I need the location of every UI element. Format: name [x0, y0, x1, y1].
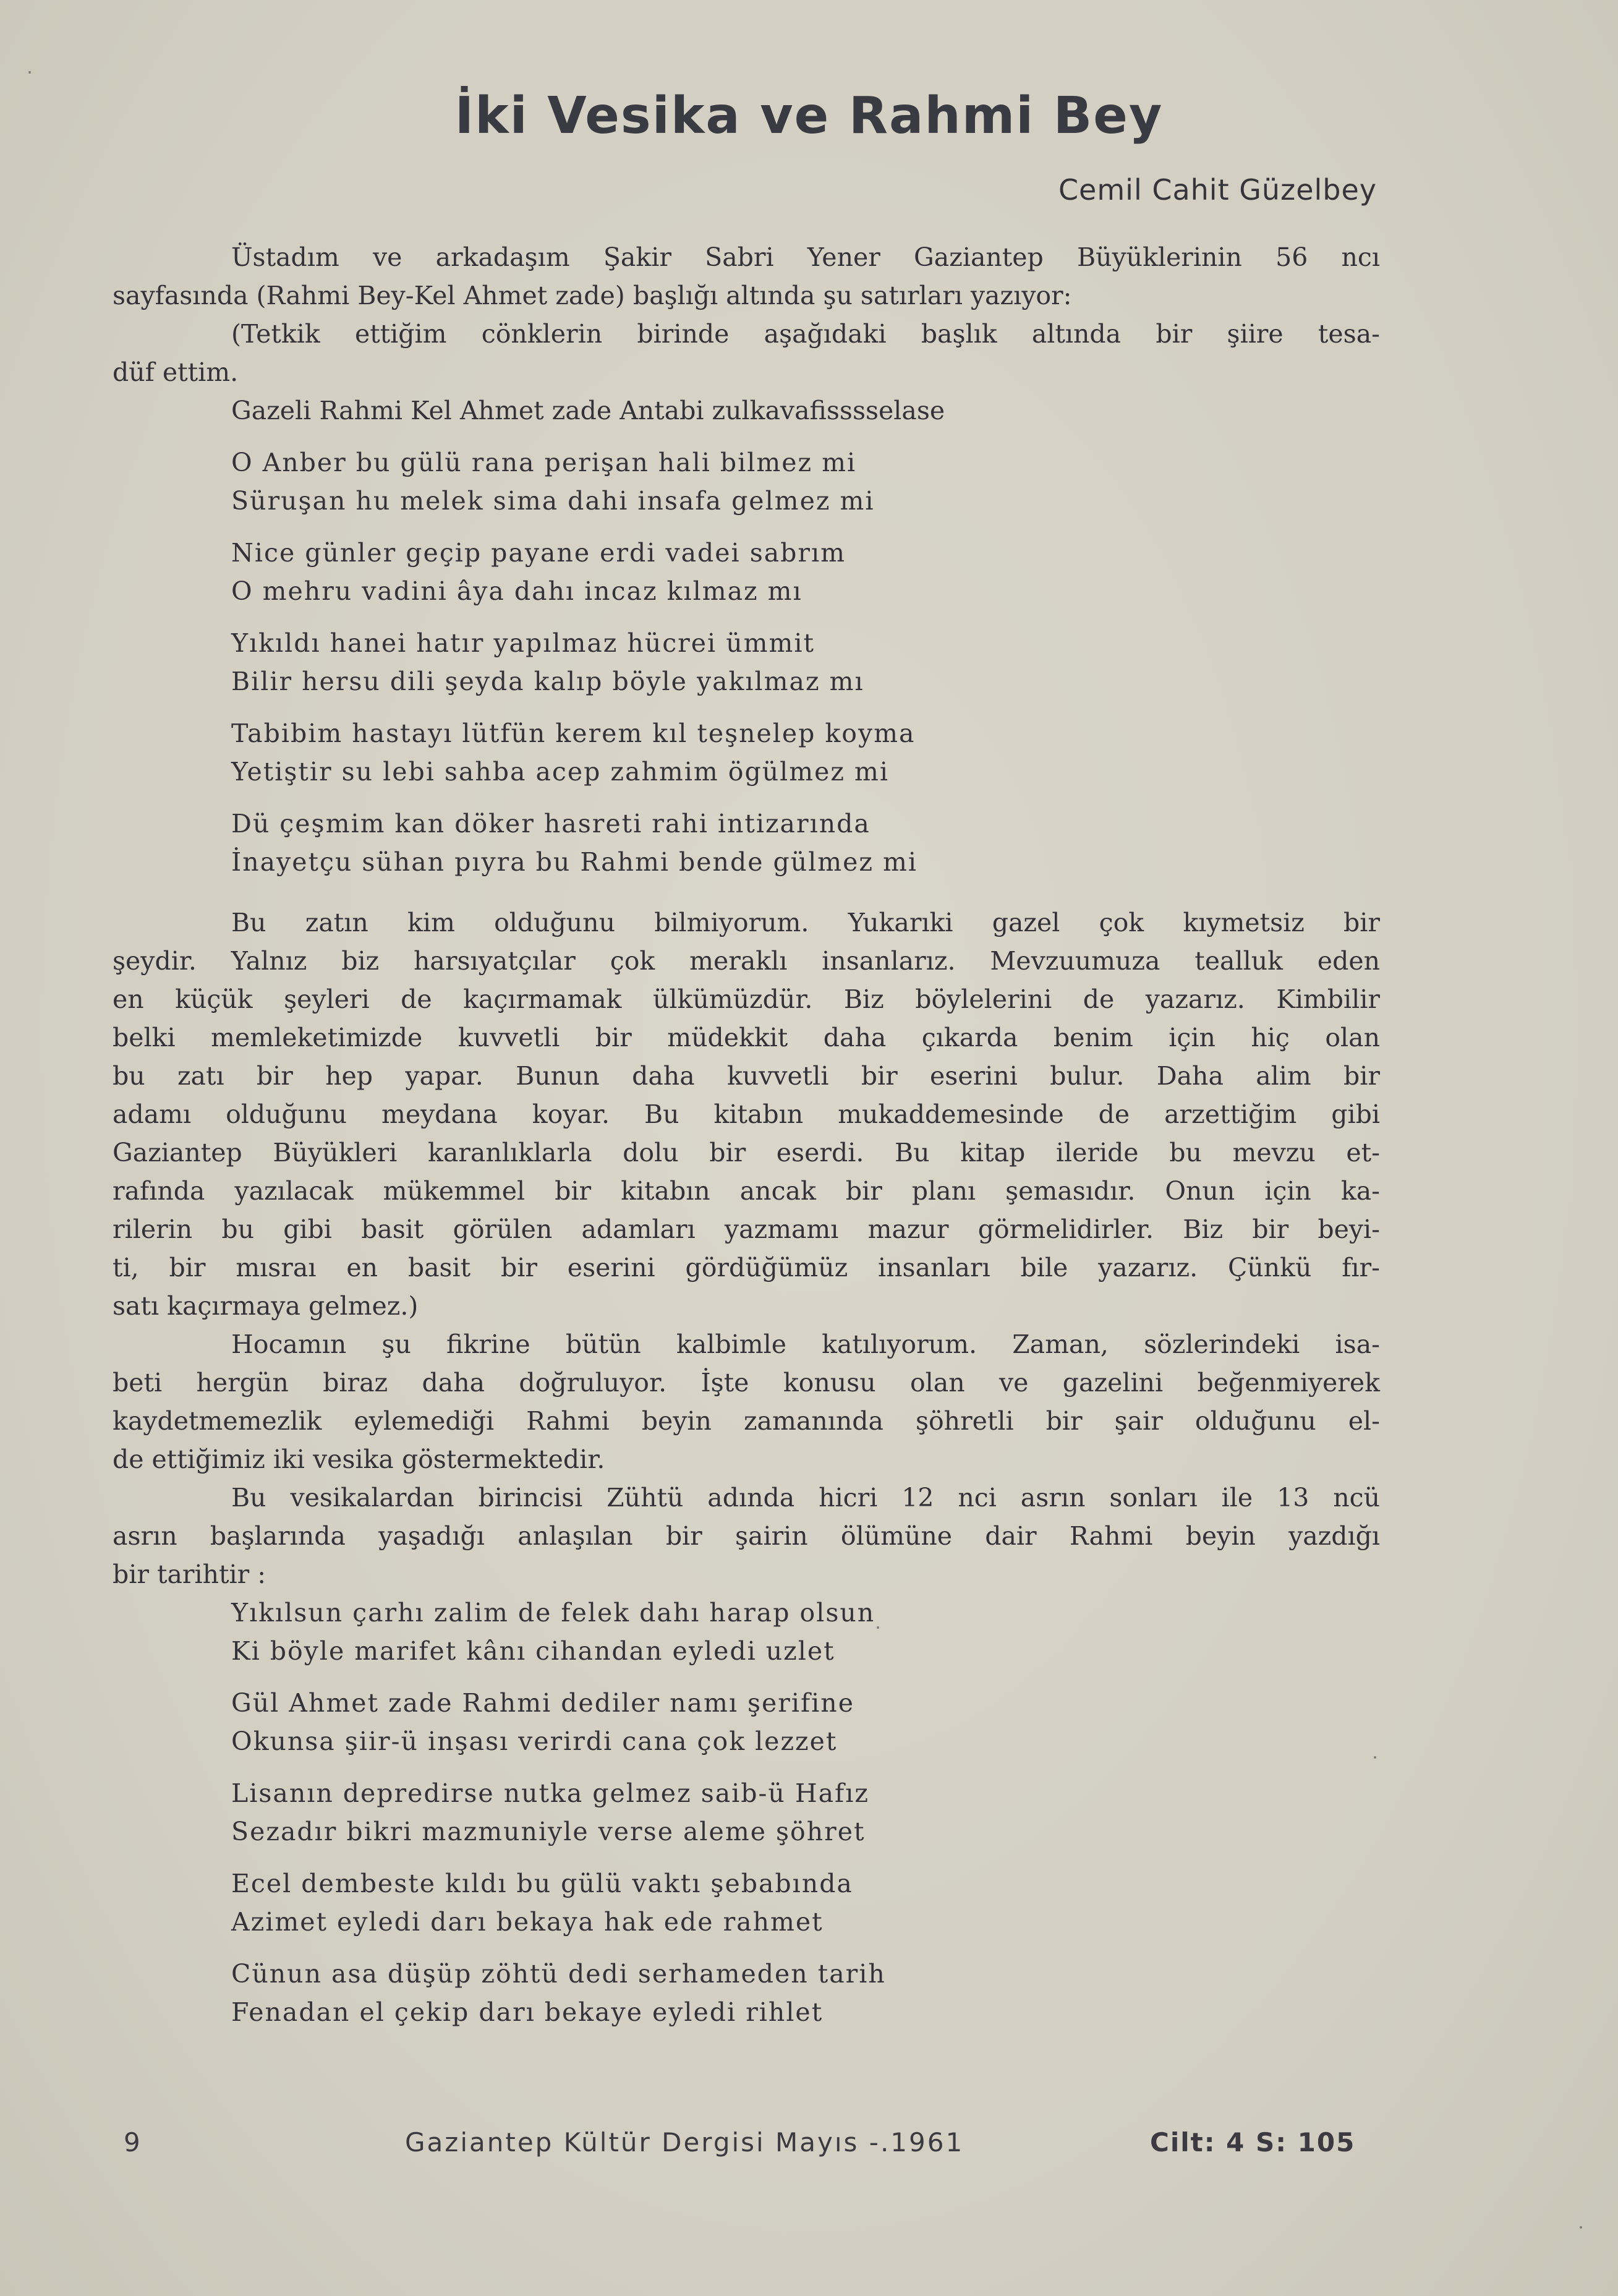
couplet: [231, 1594, 1380, 1670]
verse-line: Fenadan el çekip darı bekaye eyledi rihlet: [231, 1997, 824, 2027]
text-line: düf ettim.: [113, 357, 239, 387]
text-line: kaydetmemezlik eylemediği Rahmi beyin zamanında şöhretli bir şair olduğunu el-: [113, 1406, 1380, 1436]
verse-line: Dü çeşmim kan döker hasreti rahi intizarında: [231, 809, 871, 839]
couplet: [231, 1774, 1380, 1851]
couplet: [231, 1955, 1380, 2031]
page-number: 9: [124, 2127, 140, 2157]
verse-line: Azimet eyledi darı bekaya hak ede rahmet: [231, 1907, 824, 1937]
verse-line: Cünun asa düşüp zöhtü dedi serhameden tarih: [231, 1959, 886, 1989]
couplet: [231, 443, 1380, 520]
body-paragraph: [113, 1479, 1380, 1594]
text-line: Bu zatın kim olduğunu bilmiyorum. Yukarıki gazel çok kıymetsiz bir: [231, 908, 1380, 937]
text-line: Gazeli Rahmi Kel Ahmet zade Antabi zulkavafisssselase: [231, 396, 945, 425]
verse-line: Bilir hersu dili şeyda kalıp böyle yakılmaz mı: [231, 667, 864, 696]
verse-line: Süruşan hu melek sima dahi insafa gelmez mi: [231, 486, 875, 516]
verse-line: Ki böyle marifet kânı cihandan eyledi uzlet: [231, 1636, 835, 1666]
body-paragraph: [113, 1325, 1380, 1479]
text-line: Bu vesikalardan birincisi Zühtü adında hicri 12 nci asrın sonları ile 13 ncü: [231, 1483, 1380, 1513]
couplet: [231, 624, 1380, 701]
text-line: de ettiğimiz iki vesika göstermektedir.: [113, 1445, 605, 1474]
paper-speck: [877, 1626, 879, 1629]
couplet: [231, 804, 1380, 881]
text-line: belki memleketimizde kuvvetli bir müdekkit daha çıkarda benim için hiç olan: [113, 1023, 1380, 1052]
text-line: beti hergün biraz daha doğruluyor. İşte konusu olan ve gazelini beğenmiyerek: [113, 1368, 1380, 1398]
article-title: İki Vesika ve Rahmi Bey: [454, 87, 1164, 145]
text-line: Hocamın şu fikrine bütün kalbimle katılıyorum. Zaman, sözlerindeki isa-: [231, 1329, 1380, 1359]
verse-line: Okunsa şiir-ü inşası verirdi cana çok lezzet: [231, 1726, 838, 1756]
verse-line: Lisanın depredirse nutka gelmez saib-ü Hafız: [231, 1778, 869, 1808]
text-line: sayfasında (Rahmi Bey-Kel Ahmet zade) başlığı altında şu satırları yazıyor:: [113, 281, 1072, 310]
couplet: [231, 1864, 1380, 1941]
paper-speck: [1374, 1756, 1376, 1759]
verse-line: Yıkılsun çarhı zalim de felek dahı harap olsun: [231, 1598, 875, 1628]
verse-line: Ecel dembeste kıldı bu gülü vaktı şebabında: [231, 1869, 853, 1898]
text-line: adamı olduğunu meydana koyar. Bu kitabın mukaddemesinde de arzettiğim gibi: [113, 1099, 1380, 1129]
article-body: [113, 238, 1380, 2031]
couplet: [231, 714, 1380, 791]
verse-line: Nice günler geçip payane erdi vadei sabrım: [231, 538, 846, 568]
text-line: şeydir. Yalnız biz harsıyatçılar çok meraklı insanlarız. Mevzuumuza tealluk eden: [113, 946, 1380, 976]
text-line: ti, bir mısraı en basit bir eserini gördüğümüz insanları bile yazarız. Çünkü fır-: [113, 1253, 1380, 1282]
verse-line: Yıkıldı hanei hatır yapılmaz hücrei ümmit: [231, 628, 815, 658]
article-author: Cemil Cahit Güzelbey: [1058, 173, 1377, 207]
text-line: bu zatı bir hep yapar. Bunun daha kuvvetli bir eserini bulur. Daha alim bir: [113, 1061, 1380, 1091]
body-paragraph: [113, 903, 1380, 1325]
text-line: (Tetkik ettiğim cönklerin birinde aşağıdaki başlık altında bir şiire tesa-: [231, 319, 1380, 349]
text-line: satı kaçırmaya gelmez.): [113, 1291, 419, 1321]
text-line: Üstadım ve arkadaşım Şakir Sabri Yener Gaziantep Büyüklerinin 56 ncı: [231, 242, 1380, 272]
magazine-issue: Gaziantep Kültür Dergisi Mayıs -.1961: [405, 2127, 964, 2157]
intro-paragraph: [113, 315, 1380, 391]
couplet: [231, 1684, 1380, 1760]
verse-line: O mehru vadini âya dahı incaz kılmaz mı: [231, 576, 803, 606]
poem-heading: [113, 391, 1380, 430]
poem-gazel: [231, 443, 1380, 881]
verse-line: O Anber bu gülü rana perişan hali bilmez mi: [231, 448, 857, 477]
text-line: en küçük şeyleri de kaçırmamak ülkümüzdür. Biz böylelerini de yazarız. Kimbilir: [113, 984, 1380, 1014]
text-line: asrın başlarında yaşadığı anlaşılan bir şairin ölümüne dair Rahmi beyin yazdığı: [113, 1521, 1380, 1551]
text-line: bir tarihtir :: [113, 1560, 266, 1589]
poem-tarih: [231, 1594, 1380, 2031]
text-line: Gaziantep Büyükleri karanlıklarla dolu bir eserdi. Bu kitap ileride bu mevzu et-: [113, 1138, 1380, 1167]
paper-speck: [28, 71, 31, 74]
verse-line: İnayetçu sühan pıyra bu Rahmi bende gülmez mi: [231, 847, 918, 877]
text-line: rafında yazılacak mükemmel bir kitabın ancak bir planı şemasıdır. Onun için ka-: [113, 1176, 1380, 1206]
verse-line: Yetiştir su lebi sahba acep zahmim ögülmez mi: [231, 757, 889, 787]
paper-speck: [1580, 2226, 1582, 2229]
verse-line: Sezadır bikri mazmuniyle verse aleme şöhret: [231, 1817, 866, 1846]
volume-issue: Cilt: 4 S: 105: [1150, 2127, 1356, 2157]
verse-line: Tabibim hastayı lütfün kerem kıl teşnelep koyma: [231, 719, 916, 748]
intro-paragraph: [113, 238, 1380, 315]
verse-line: Gül Ahmet zade Rahmi dediler namı şerifine: [231, 1688, 854, 1718]
page-footer: [124, 2127, 1360, 2164]
text-line: rilerin bu gibi basit görülen adamları yazmamı mazur görmelidirler. Biz bir beyi-: [113, 1214, 1380, 1244]
couplet: [231, 534, 1380, 610]
